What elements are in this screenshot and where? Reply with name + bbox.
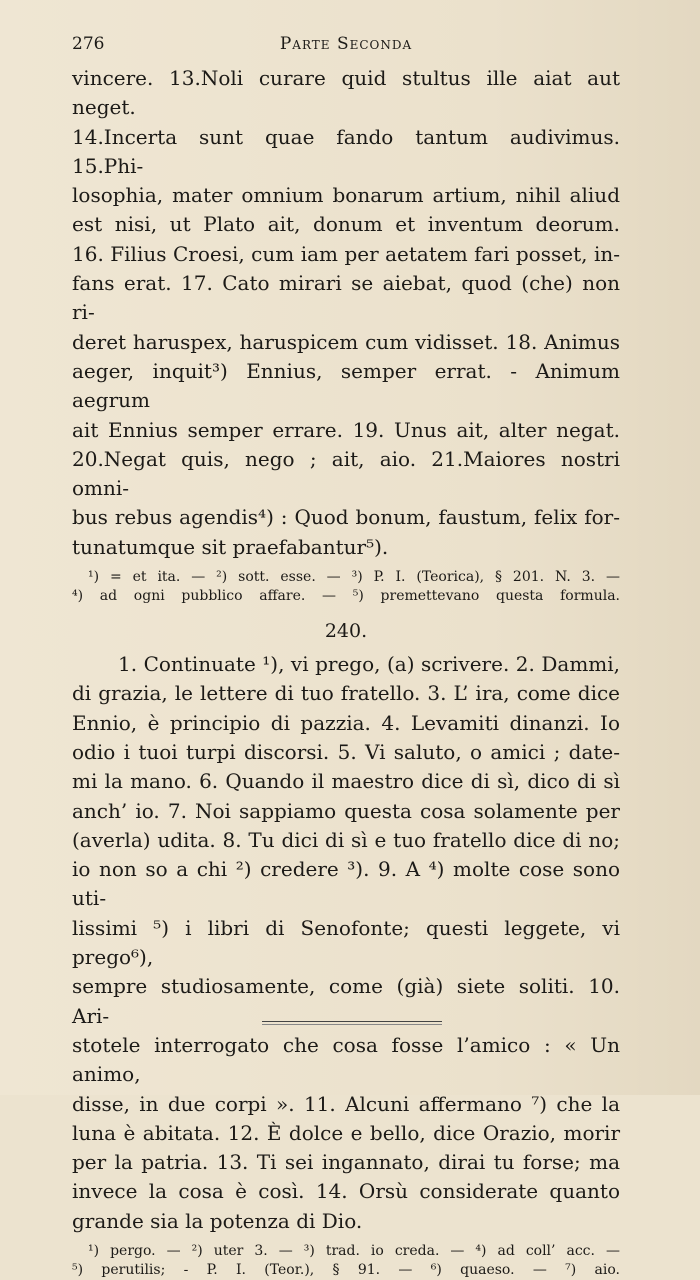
text-line: 14.Incerta sunt quae fando tantum audivimus. 15.Phi- (72, 124, 620, 178)
text-line: 16. Filius Croesi, cum iam per aetatem fari posset, in- (72, 241, 620, 266)
footnote-line: ⁴) ad ogni pubblico affare. — ⁵) premettevano questa formula. (72, 588, 620, 605)
bottom-rule (262, 1021, 442, 1022)
latin-footnotes (72, 568, 620, 606)
text-line: grande sia la potenza di Dio. (72, 1208, 363, 1233)
text-line: losophia, mater omnium bonarum artium, nihil aliud (72, 183, 620, 208)
footnote-line: ⁵) perutilis; - P. I. (Teor.), § 91. — ⁶) quaeso. — ⁷) aio. (72, 1261, 620, 1278)
text-line: mi la mano. 6. Quando il maestro dice di sì, dico di sì (72, 769, 620, 794)
text-line: fans erat. 17. Cato mirari se aiebat, quod (che) non ri- (72, 271, 620, 325)
text-line: odio i tuoi turpi discorsi. 5. Vi saluto, o amici ; date- (72, 739, 620, 764)
text-line: invece la cosa è così. 14. Orsù considerate quanto (72, 1179, 620, 1204)
text-line: est nisi, ut Plato ait, donum et inventum deorum. (72, 212, 620, 237)
text-line: per la patria. 13. Ti sei ingannato, dirai tu forse; ma (72, 1150, 620, 1175)
text-line: vincere. 13.Noli curare quid stultus ille aiat aut neget. (72, 66, 620, 120)
text-line: bus rebus agendis⁴) : Quod bonum, faustum, felix for- (72, 505, 620, 530)
text-line: Ennio, è principio di pazzia. 4. Levamiti dinanzi. Io (72, 710, 620, 735)
page-header (72, 30, 620, 60)
italian-exercise-text (72, 650, 620, 1236)
text-line: stotele interrogato che cosa fosse l’amico : « Un animo, (72, 1032, 620, 1087)
footnote-line: ¹) = et ita. — ²) sott. esse. — ³) P. I. (Teorica), § 201. N. 3. — (88, 569, 620, 586)
bottom-rule-secondary (262, 1024, 442, 1025)
running-head-text: Parte Seconda (279, 34, 413, 54)
text-line: ait Ennius semper errare. 19. Unus ait, alter negat. (72, 417, 620, 442)
text-line: anch’ io. 7. Noi sappiamo questa cosa solamente per (72, 798, 620, 823)
italian-footnotes (72, 1242, 620, 1280)
page-body (72, 64, 620, 1280)
text-line: tunatumque sit praefabantur⁵). (72, 534, 389, 559)
text-line: deret haruspex, haruspicem cum vidisset. 18. Animus (72, 329, 620, 354)
footnote-line: ¹) pergo. — ²) uter 3. — ³) trad. io creda. — ⁴) ad coll’ acc. — (88, 1242, 620, 1259)
text-line: di grazia, le lettere di tuo fratello. 3. L’ ira, come dice (72, 681, 620, 706)
text-line: lissimi ⁵) i libri di Senofonte; questi leggete, vi prego⁶), (72, 915, 620, 970)
text-line: luna è abitata. 12. È dolce e bello, dice Orazio, morir (72, 1120, 620, 1145)
page-number: 276 (72, 34, 105, 54)
text-line: (averla) udita. 8. Tu dici di sì e tuo fratello dice di no; (72, 827, 620, 852)
running-head (72, 34, 620, 54)
latin-exercise-text (72, 64, 620, 562)
text-line: sempre studiosamente, come (già) siete soliti. 10. Ari- (72, 974, 620, 1028)
text-line: disse, in due corpi ». 11. Alcuni affermano ⁷) che la (72, 1091, 620, 1116)
section-number: 240. (324, 620, 368, 643)
text-line: 1. Continuate ¹), vi prego, (a) scrivere. 2. Dammi, (118, 652, 620, 677)
text-line: aeger, inquit³) Ennius, semper errat. - Animum aegrum (72, 358, 620, 413)
text-line: 20.Negat quis, nego ; ait, aio. 21.Maiores nostri omni- (72, 446, 620, 501)
text-line: io non so a chi ²) credere ³). 9. A ⁴) molte cose sono uti- (72, 857, 620, 911)
